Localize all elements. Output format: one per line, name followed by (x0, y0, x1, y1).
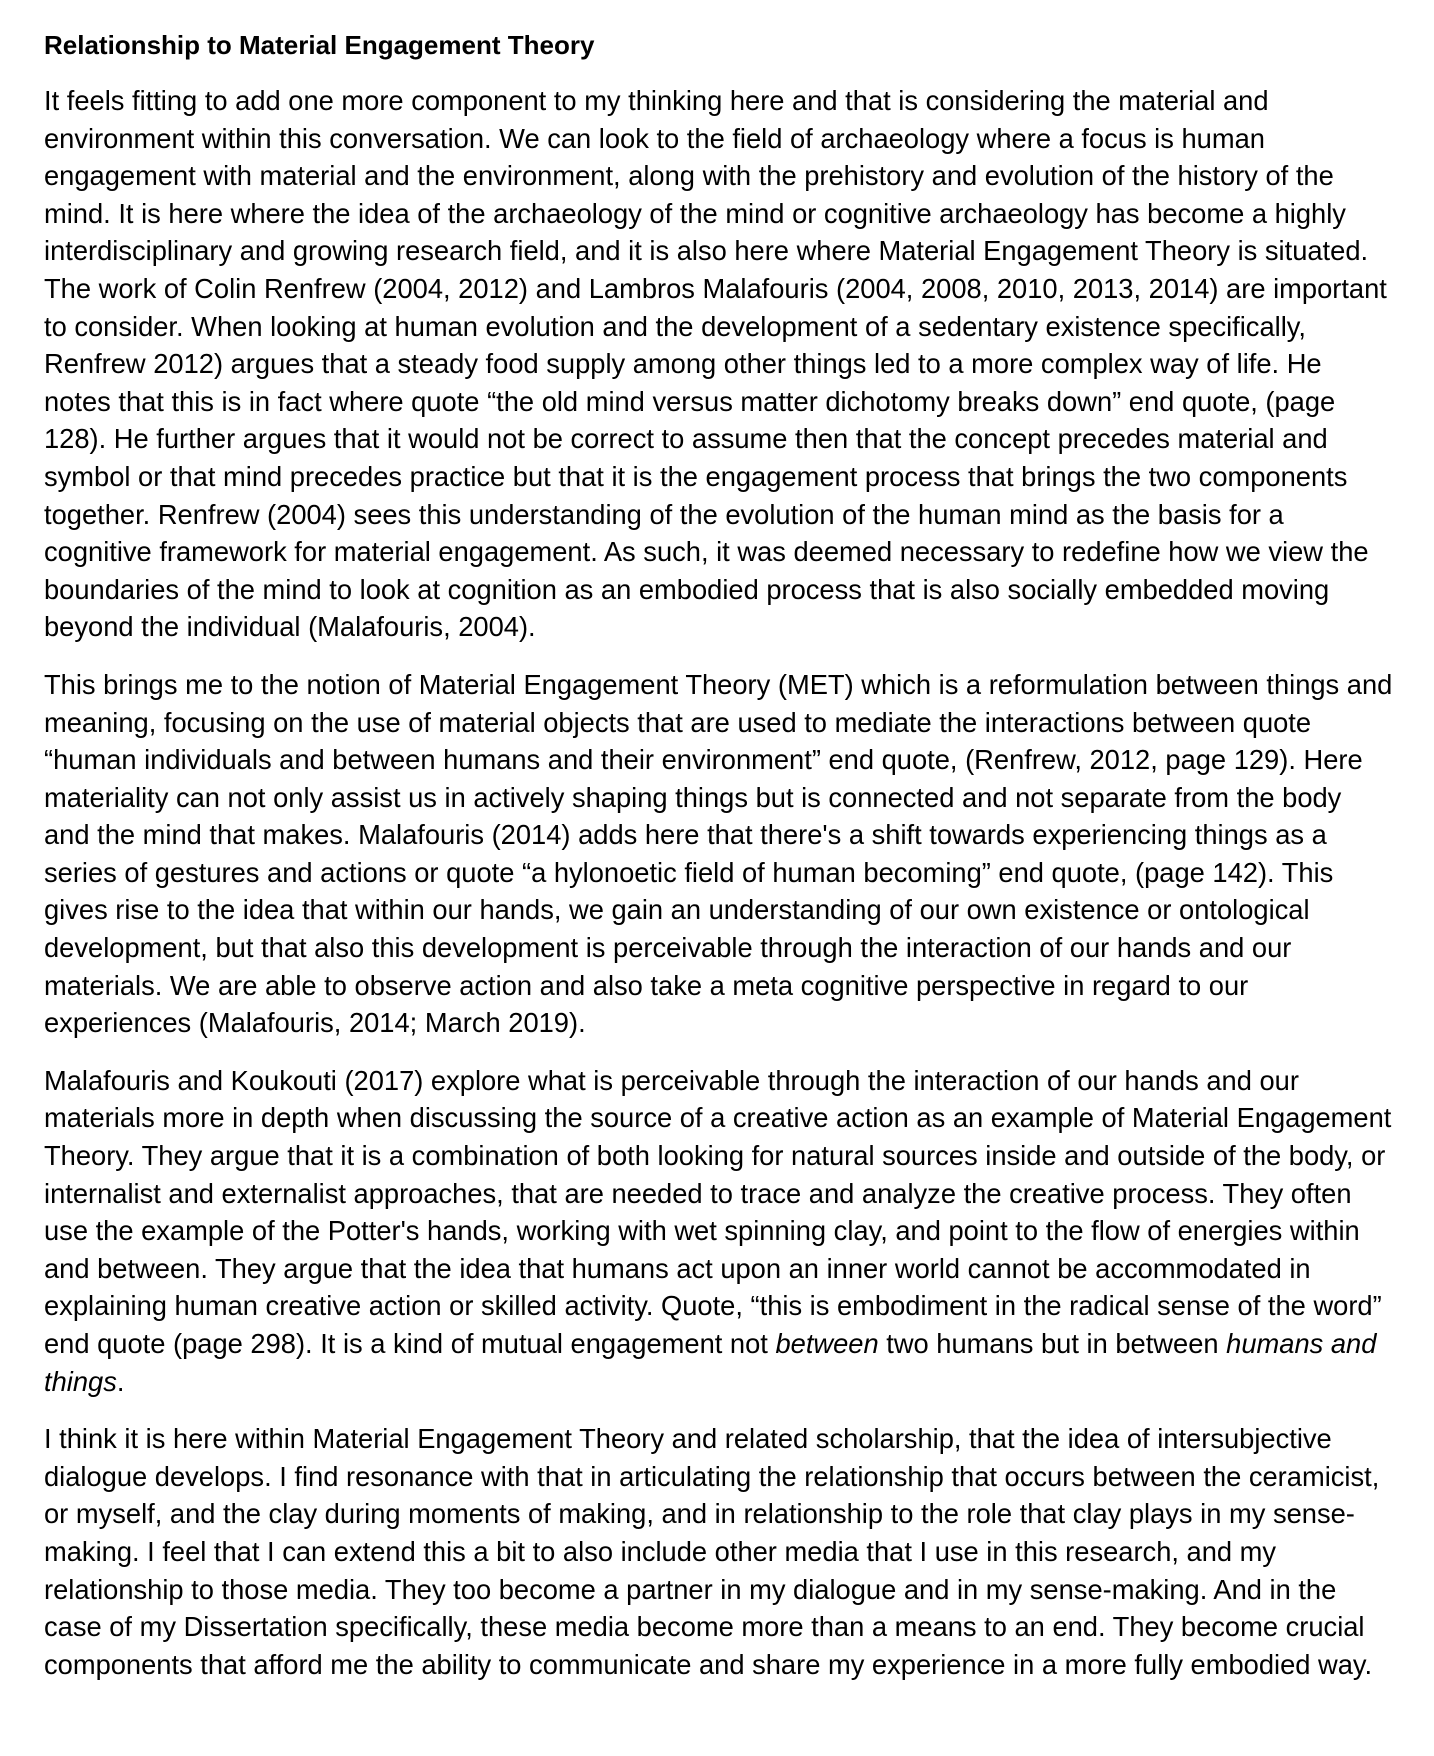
paragraph-3-end: . (116, 1365, 125, 1397)
paragraph-2: This brings me to the notion of Material Engagement Theory (MET) which is a reformulation between things and meaning, focusing on the use of material objects that are used to mediate the interactions between quote “human individuals and between humans and their environment” end quote, (Renfrew, 2012, page 129). Here materiality can not only assist us in actively shaping things but is connected and not separate from the body and the mind that makes. Malafouris (2014) adds here that there's a shift towards experiencing things as a series of gestures and actions or quote “a hylonoetic field of human becoming” end quote, (page 142). This gives rise to the idea that within our hands, we gain an understanding of our own existence or ontological development, but that also this development is perceivable through the interaction of our hands and our materials. We are able to observe action and also take a meta cognitive perspective in regard to our experiences (Malafouris, 2014; March 2019). (44, 668, 1393, 1039)
paragraph-3 (44, 1062, 1394, 1400)
paragraph-3-emphasis-between: between (775, 1328, 879, 1359)
paragraph-4: I think it is here within Material Engagement Theory and related scholarship, that the idea of intersubjective dialogue develops. I find resonance with that in articulating the relationship that occurs between the ceramicist, or myself, and the clay during moments of making, and in relationship to the role that clay plays in my sense-making. I feel that I can extend this a bit to also include other media that I use in this research, and my relationship to those media. They too become a partner in my dialogue and in my sense-making. And in the case of my Dissertation specifically, these media become more than a means to an end. They become crucial components that afford me the ability to communicate and share my experience in a more fully embodied way. (44, 1423, 1380, 1680)
section-heading: Relationship to Material Engagement Theory (44, 30, 595, 60)
paragraph-3-main: Malafouris and Koukouti (2017) explore what is perceivable through the interaction of our hands and our materials more in depth when discussing the source of a creative action as an example of Material Engagement Theory. They argue that it is a combination of both looking for natural sources inside and outside of the body, or internalist and externalist approaches, that are needed to trace and analyze the creative process. They often use the example of the Potter's hands, working with wet spinning clay, and point to the flow of energies within and between. They argue that the idea that humans act upon an inner world cannot be accommodated in explaining human creative action or skilled activity. Quote, “this is embodiment in the radical sense of the word” end quote (page 298). It is a kind of mutual engagement not (44, 1064, 1392, 1359)
paragraph-3-emphasis-humans-and-things: humans and things (44, 1328, 1377, 1397)
paragraph-3-middle: two humans but in between (878, 1328, 1227, 1359)
document-page (44, 22, 1394, 1703)
paragraph-1: It feels fitting to add one more component to my thinking here and that is considering the material and environment within this conversation. We can look to the field of archaeology where a focus is human engagement with material and the environment, along with the prehistory and evolution of the history of the mind. It is here where the idea of the archaeology of the mind or cognitive archaeology has become a highly interdisciplinary and growing research field, and it is also here where Material Engagement Theory is situated. The work of Colin Renfrew (2004, 2012) and Lambros Malafouris (2004, 2008, 2010, 2013, 2014) are important to consider. When looking at human evolution and the development of a sedentary existence specifically, Renfrew 2012) argues that a steady food supply among other things led to a more complex way of life. He notes that this is in fact where quote “the old mind versus matter dichotomy breaks down” end quote, (page 128). He further argues that it would not be correct to assume then that the concept precedes material and symbol or that mind precedes practice but that it is the engagement process that brings the two components together. Renfrew (2004) sees this understanding of the evolution of the human mind as the basis for a cognitive framework for material engagement. As such, it was deemed necessary to redefine how we view the boundaries of the mind to look at cognition as an embodied process that is also socially embedded moving beyond the individual (Malafouris, 2004). (44, 85, 1387, 643)
